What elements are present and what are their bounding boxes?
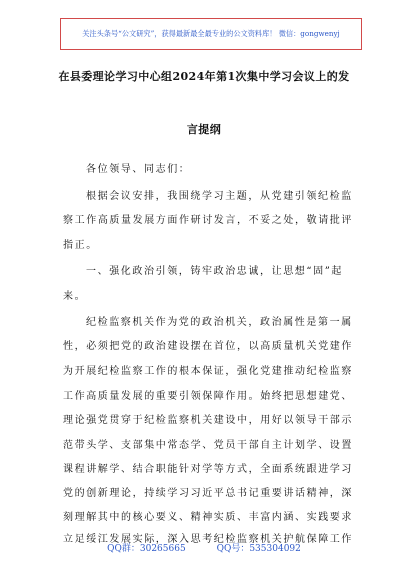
footer-qq-group: QQ群：30265665 xyxy=(107,544,186,554)
body-line: 理论强党贯穿于纪检监察机关建设中，用好以领导干部示 xyxy=(63,415,353,426)
document-title-line-1: 在县委理论学习中心组2024年第1次集中学习会议上的发 xyxy=(58,70,350,83)
footer-contact xyxy=(0,541,408,554)
header-notice-text: 关注头条号“公文研究”，获得最新最全最专业的公文资料库！ 微信：gongwenyj xyxy=(82,29,340,38)
body-line: 性，必须把党的政治建设摆在首位，以高质量机关党建作 xyxy=(63,341,353,352)
document-title-line-2: 言提纲 xyxy=(186,123,222,136)
body-line: 指正。 xyxy=(63,240,98,251)
body-line: 范带头学、支部集中常态学、党员干部自主计划学、设置 xyxy=(63,440,353,451)
body-line: 纪检监察机关作为党的政治机关，政治属性是第一属 xyxy=(86,317,353,328)
body-line: 工作高质量发展的重要引领保障作用。始终把思想建党、 xyxy=(63,391,353,402)
salutation: 各位领导、同志们： xyxy=(86,164,191,175)
footer-qq-number: QQ号：535304092 xyxy=(216,544,301,554)
body-line: 立足绥江发展实际，深入思考纪检监察机关护航保障工作 xyxy=(63,534,353,545)
body-line: 刻理解其中的核心要义、精神实质、丰富内涵、实践要求 xyxy=(63,512,353,523)
section-heading-line: 一、强化政治引领，铸牢政治忠诚，让思想“固”起 xyxy=(86,266,344,277)
body-line: 党的创新理论，持续学习习近平总书记重要讲话精神，深 xyxy=(63,488,353,499)
body-line: 根据会议安排，我围绕学习主题，从党建引领纪检监 xyxy=(86,191,353,202)
body-line: 课程讲解学、结合职能针对学等方式，全面系统跟进学习 xyxy=(63,464,353,475)
section-heading-line: 来。 xyxy=(63,291,87,302)
body-line: 察工作高质量发展方面作研讨发言，不妥之处，敬请批评 xyxy=(63,215,353,226)
header-notice-box xyxy=(60,18,362,50)
body-line: 为开展纪检监察工作的根本保证，强化党建推动纪检监察 xyxy=(63,366,353,377)
